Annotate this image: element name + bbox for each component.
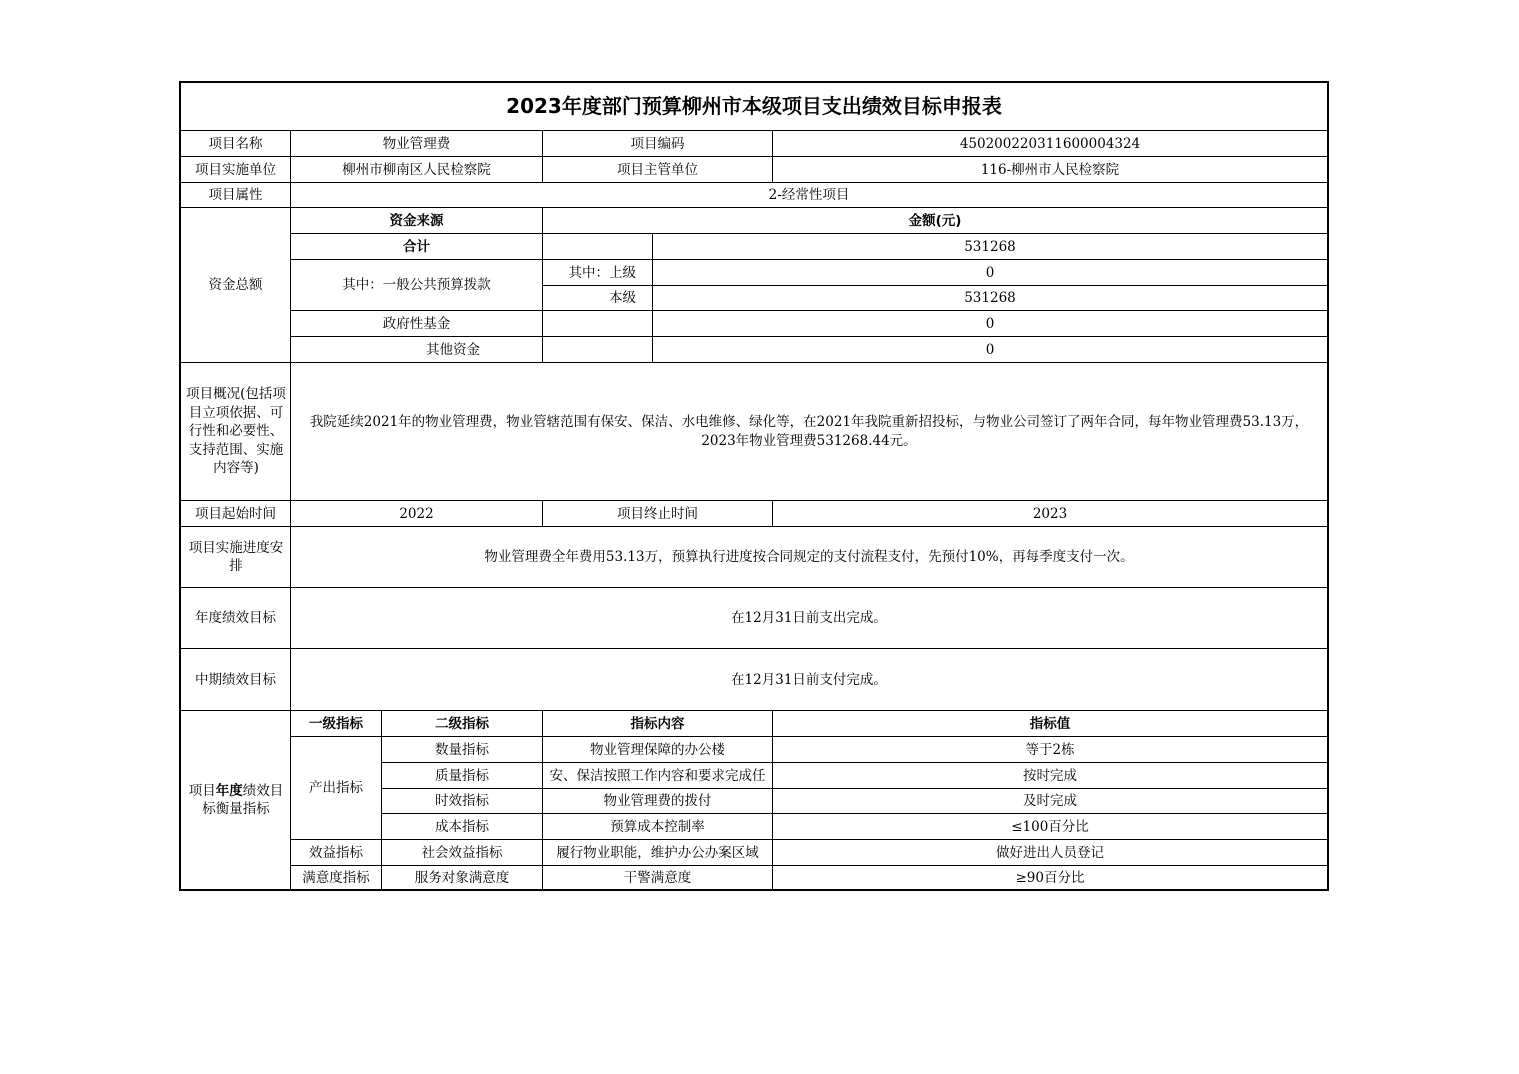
indicators-label-post: 绩效目标衡量指标 [202, 783, 284, 817]
indicator-level1-output: 产出指标 [309, 780, 363, 796]
funds-local-label: 本级 [609, 290, 636, 306]
indicator-header-content: 指标内容 [630, 715, 685, 732]
impl-unit-label: 项目实施单位 [195, 161, 276, 178]
annual-goal-text: 在12月31日前支出完成。 [731, 610, 887, 626]
indicator-row-level2: 成本指标 [435, 818, 489, 835]
supervisor-label: 项目主管单位 [617, 161, 698, 178]
indicators-label-text [183, 782, 289, 818]
indicator-row-content: 预算成本控制率 [610, 818, 705, 835]
indicators-label-pre: 项目 [188, 783, 216, 799]
indicators-label-bold: 年度 [215, 783, 243, 799]
indicator-row-level2: 质量指标 [435, 767, 489, 784]
indicator-header-value: 指标值 [1029, 715, 1071, 732]
indicator-level1-satisfaction: 满意度指标 [302, 869, 370, 886]
funds-source-header: 资金来源 [389, 212, 444, 229]
funds-upper-value: 0 [985, 264, 995, 281]
midterm-goal-label: 中期绩效目标 [195, 671, 276, 688]
funds-upper-label: 其中：上级 [568, 264, 636, 281]
border-right [1327, 81, 1329, 891]
indicator-row-content: 履行物业职能，维护办公办案区域 [556, 844, 759, 861]
indicator-row-value: 等于2栋 [1025, 741, 1075, 758]
annual-goal-label: 年度绩效目标 [195, 610, 276, 626]
indicator-row-content: 安、保洁按照工作内容和要求完成任 [549, 767, 766, 784]
funds-other-label: 其他资金 [426, 341, 480, 358]
sheet-title: 2023年度部门预算柳州市本级项目支出绩效目标申报表 [506, 94, 1002, 118]
indicator-row-value: ≤100百分比 [1011, 818, 1089, 835]
project-code-label: 项目编码 [630, 135, 685, 152]
schedule-text: 物业管理费全年费用53.13万，预算执行进度按合同规定的支付流程支付，先预付10%，再每季度支付一次。 [484, 549, 1134, 565]
impl-unit-value: 柳州市柳南区人民检察院 [342, 161, 491, 178]
overview-text: 我院延续2021年的物业管理费，物业管辖范围有保安、保洁、水电维修、绿化等，在2021年我院重新招投标，与物业公司签订了两年合同，每年物业管理费53.13万，2023年物业管理费531268.44元。 [309, 413, 1309, 449]
midterm-goal-text: 在12月31日前支付完成。 [731, 671, 887, 688]
project-name-value: 物业管理费 [382, 135, 451, 152]
indicator-header-level2: 二级指标 [435, 715, 489, 732]
funds-amount-header: 金额(元) [908, 212, 962, 229]
attr-label: 项目属性 [208, 187, 263, 203]
indicator-row-level2: 数量指标 [435, 741, 489, 758]
border-bottom [179, 889, 1329, 891]
supervisor-value: 116-柳州市人民检察院 [980, 161, 1120, 178]
indicator-row-content: 物业管理费的拨付 [603, 793, 712, 809]
funds-other-value: 0 [985, 341, 995, 358]
funds-gov-value: 0 [985, 315, 995, 332]
indicator-header-level1: 一级指标 [309, 715, 363, 732]
indicator-row-value: ≥90百分比 [1015, 869, 1085, 886]
end-time-label: 项目终止时间 [617, 505, 698, 522]
overview-label: 项目概况(包括项目立项依据、可行性和必要性、支持范围、实施内容等) [186, 386, 286, 477]
funds-total-value: 531268 [964, 238, 1016, 255]
schedule-label: 项目实施进度安排 [188, 540, 284, 574]
start-time-label: 项目起始时间 [195, 505, 276, 522]
indicator-row-value: 及时完成 [1023, 793, 1077, 809]
indicator-row-value: 做好进出人员登记 [996, 844, 1104, 861]
funds-local-value: 531268 [964, 290, 1016, 306]
start-time-value: 2022 [399, 505, 434, 522]
project-code-value: 450200220311600004324 [959, 135, 1141, 152]
indicator-row-level2: 时效指标 [435, 793, 489, 809]
indicator-row-level2: 社会效益指标 [421, 844, 503, 861]
indicator-row-value: 按时完成 [1023, 767, 1077, 784]
funds-label: 资金总额 [208, 277, 263, 293]
funds-gov-label: 政府性基金 [382, 315, 451, 332]
indicator-level1-benefit: 效益指标 [309, 844, 363, 861]
indicator-row-content: 物业管理保障的办公楼 [590, 741, 725, 758]
indicators-label [183, 711, 289, 889]
end-time-value: 2023 [1032, 505, 1068, 522]
indicator-row-level2: 服务对象满意度 [414, 869, 510, 886]
funds-general-label: 其中：一般公共预算拨款 [342, 277, 491, 293]
project-name-label: 项目名称 [208, 135, 263, 152]
indicator-row-content: 干警满意度 [623, 869, 692, 886]
funds-total-label: 合计 [403, 238, 430, 255]
attr-value: 2-经常性项目 [768, 187, 850, 203]
